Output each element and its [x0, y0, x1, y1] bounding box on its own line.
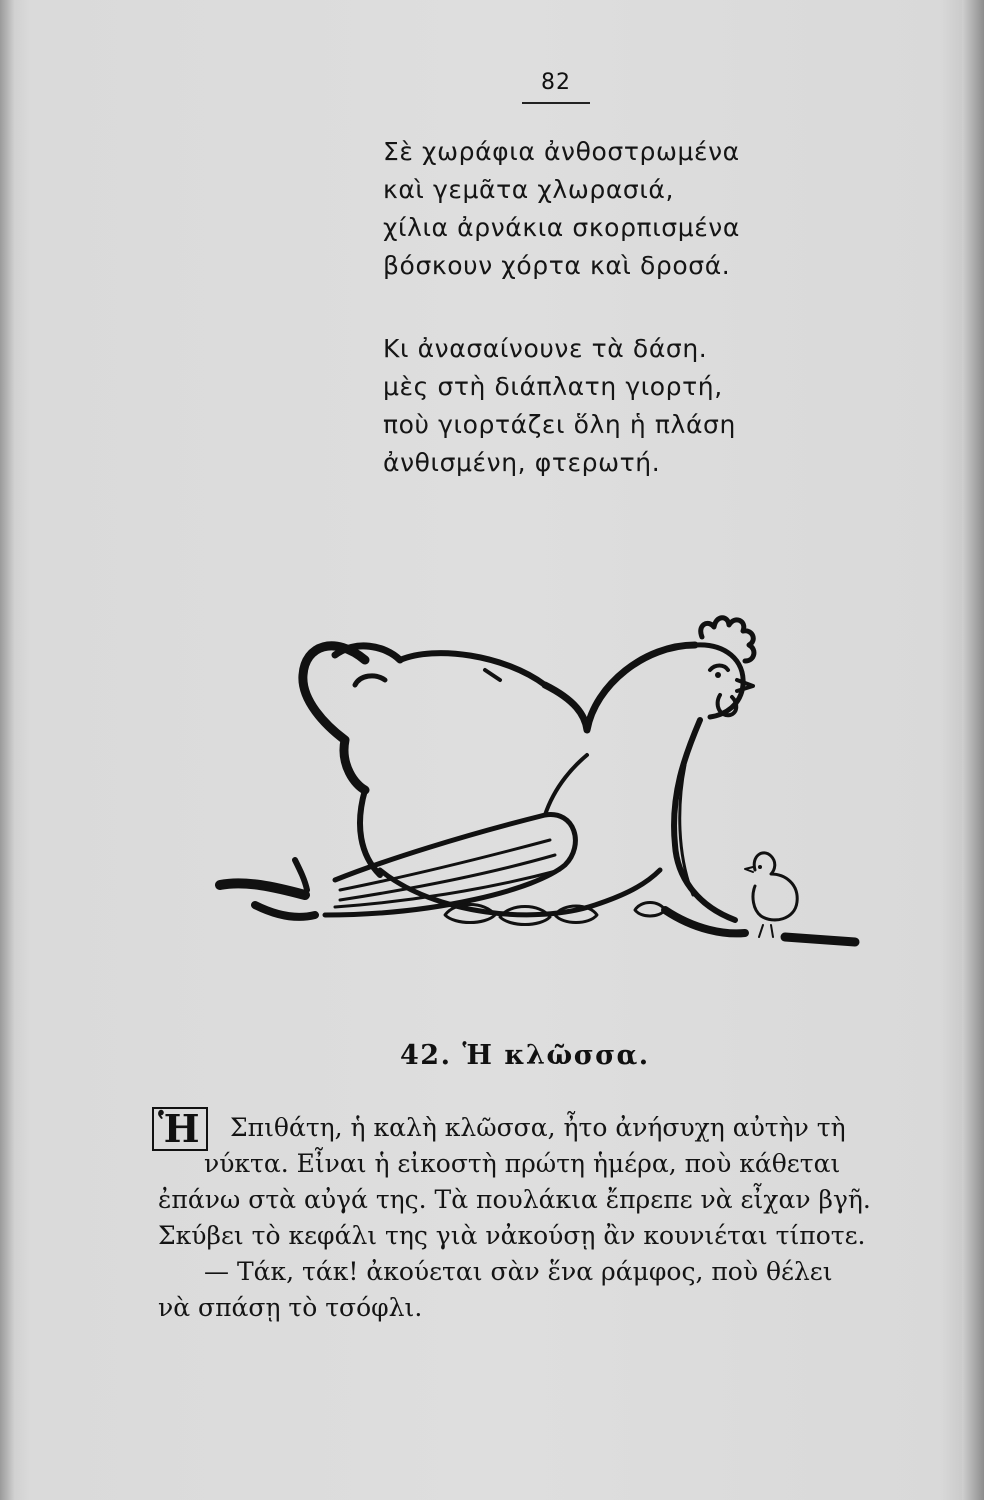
- text-line: νὰ σπάσῃ τὸ τσόφλι.: [158, 1293, 423, 1322]
- poem-line: Κι ἀνασαίνουνε τὰ δάση.: [383, 334, 708, 363]
- poem-line: καὶ γεμᾶτα χλωρασιά,: [383, 175, 675, 204]
- story-text: [158, 1110, 908, 1326]
- poem-stanza-2: [383, 330, 736, 482]
- poem-line: μὲς στὴ διάπλατη γιορτή,: [383, 372, 723, 401]
- poem-line: χίλια ἀρνάκια σκορπισμένα: [383, 213, 740, 242]
- poem-line: Σὲ χωράφια ἀνθοστρωμένα: [383, 137, 740, 166]
- text-line: Σπιθάτη, ἡ καλὴ κλῶσσα, ἦτο ἀνήσυχη αὐτὴν τὴ: [230, 1113, 846, 1142]
- poem-line: ποὺ γιορτάζει ὅλη ἡ πλάση: [383, 410, 736, 439]
- page-number: 82: [541, 70, 571, 95]
- hen-and-chick-illustration: [215, 615, 860, 955]
- page-binding-edge: [0, 0, 14, 1500]
- poem-stanza-1: [383, 133, 740, 285]
- text-line: ἐπάνω στὰ αὐγά της. Τὰ πουλάκια ἔπρεπε νὰ εἶχαν βγῆ.: [158, 1185, 871, 1214]
- page-number-underline: [522, 102, 590, 104]
- poem-line: βόσκουν χόρτα καὶ δροσά.: [383, 251, 731, 280]
- section-title: 42. Ἡ κλῶσσα.: [400, 1040, 650, 1071]
- text-line: — Τάκ, τάκ! ἀκούεται σὰν ἕνα ράμφος, ποὺ θέλει: [204, 1257, 833, 1286]
- drop-cap-letter: Ἡ: [152, 1107, 208, 1151]
- text-line: Σκύβει τὸ κεφάλι της γιὰ νἀκούσῃ ἂν κουνιέται τίποτε.: [158, 1221, 866, 1250]
- text-line: νύκτα. Εἶναι ἡ εἰκοστὴ πρώτη ἡμέρα, ποὺ κάθεται: [204, 1149, 841, 1178]
- poem-line: ἀνθισμένη, φτερωτή.: [383, 448, 661, 477]
- page-outer-edge: [962, 0, 984, 1500]
